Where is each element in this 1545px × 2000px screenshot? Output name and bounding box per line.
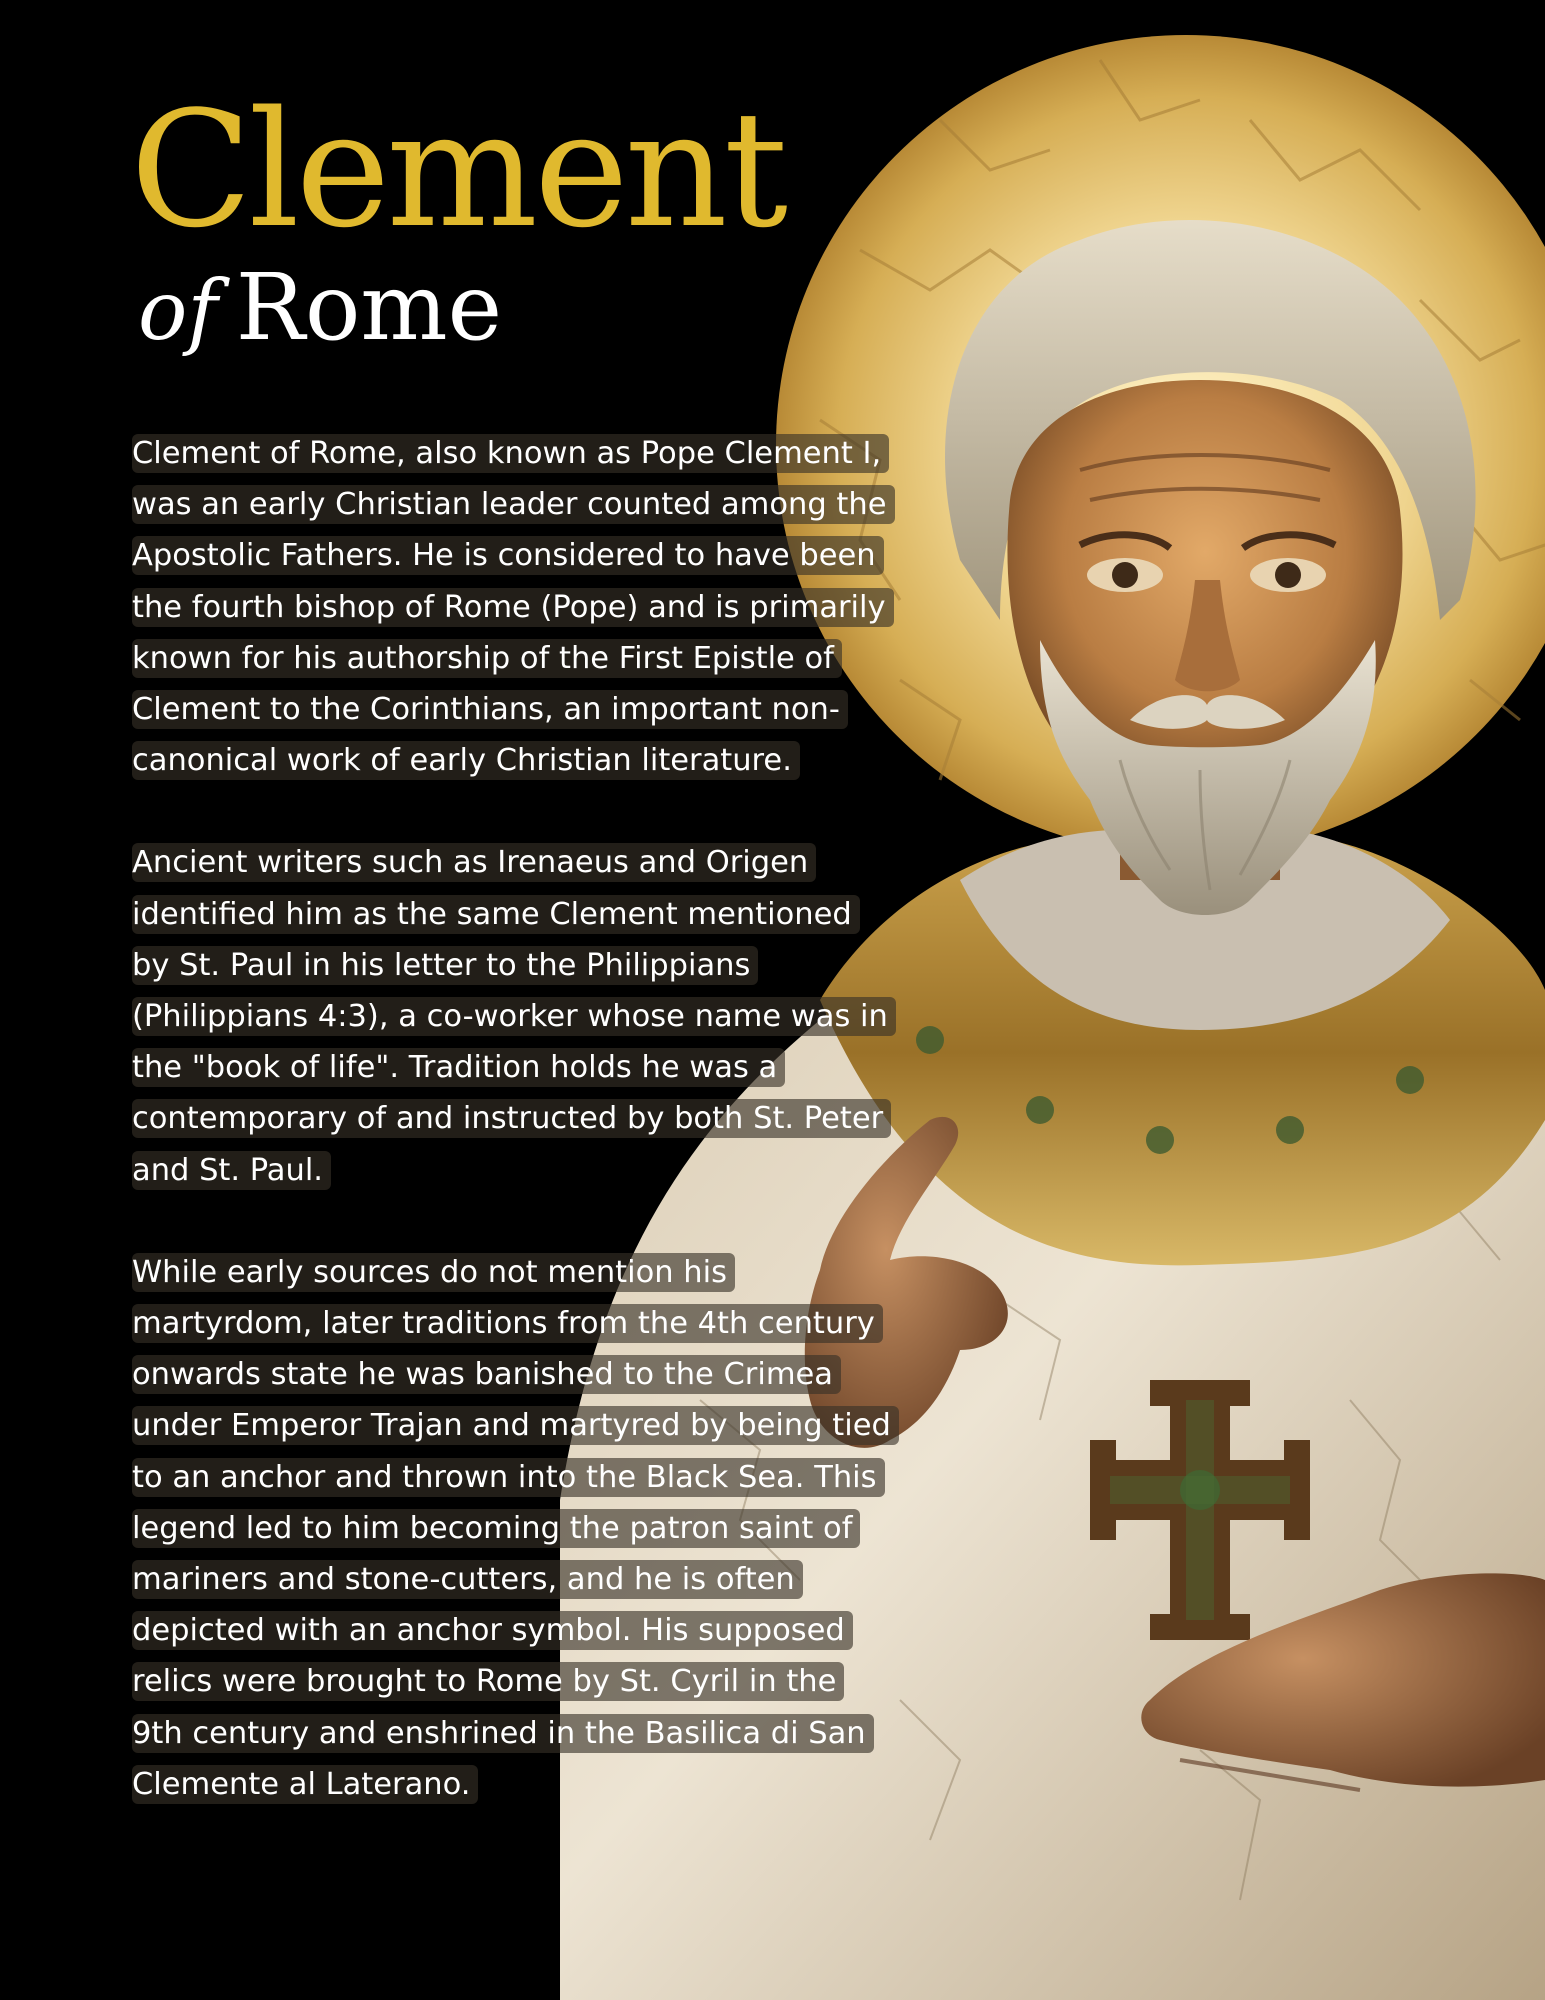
title-rome: Rome [235,254,503,361]
paragraph-1 [132,428,892,786]
paragraph-3 [132,1247,892,1810]
title-sub [138,254,503,361]
paragraph-3-text: While early sources do not mention his martyrdom, later traditions from the 4th century onwards state he was banished to the Crimea under Emperor Trajan and martyred by being tied to an anchor and thrown into the Black Sea. This legend led to him becoming the patron saint of mariners and stone-cutters, and he is often depicted with an anchor symbol. His supposed relics were brought to Rome by St. Cyril in the 9th century and enshrined in the Basilica di San Clemente al Laterano. [132,1253,899,1804]
paragraph-2-text: Ancient writers such as Irenaeus and Origen identified him as the same Clement mentioned by St. Paul in his letter to the Philippians (Philippians 4:3), a co-worker whose name was in the "book of life". Tradition holds he was a contemporary of and instructed by both St. Peter and St. Paul. [132,843,896,1189]
title-main: Clement [130,76,785,263]
paragraph-1-text: Clement of Rome, also known as Pope Clement I, was an early Christian leader counted among the Apostolic Fathers. He is considered to have been the fourth bishop of Rome (Pope) and is primarily known for his authorship of the First Epistle of Clement to the Corinthians, an important non-canonical work of early Christian literature. [132,434,895,780]
paragraph-2 [132,837,892,1195]
title-of: of [138,264,218,359]
body-text [132,428,892,1810]
